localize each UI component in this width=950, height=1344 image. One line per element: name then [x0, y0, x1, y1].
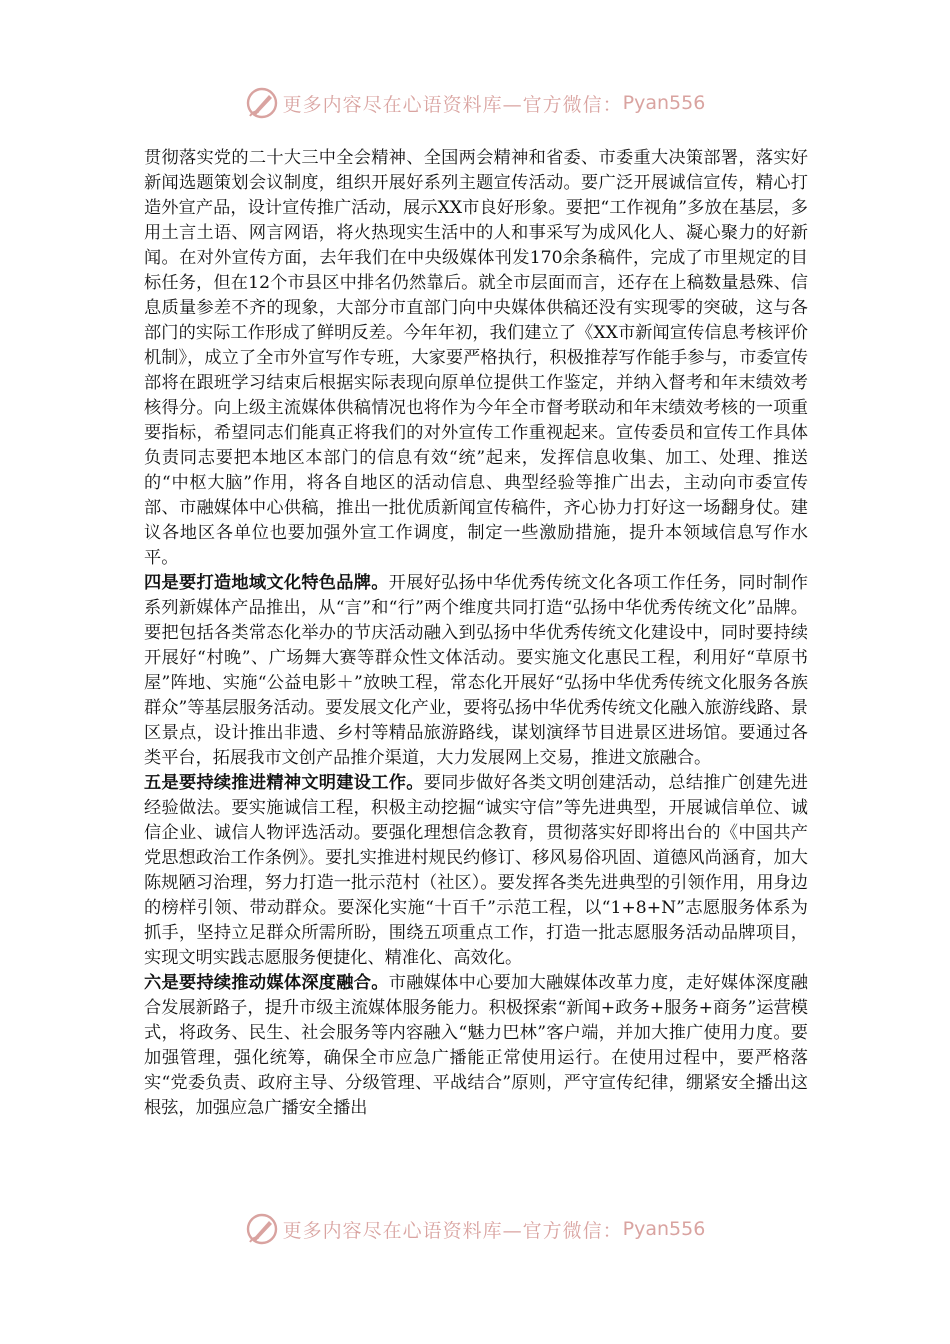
banner-text: 更多内容尽在心语资料库—官方微信： [282, 1219, 623, 1242]
footer-banner [0, 1212, 950, 1246]
paragraph-lead: 五是要持续推进精神文明建设工作。 [144, 773, 424, 793]
wechat-id: Pyan556 [622, 1218, 706, 1240]
wechat-id: Pyan556 [622, 92, 706, 114]
paragraph-text: 贯彻落实党的二十大三中全会精神、全国两会精神和省委、市委重大决策部署，落实好新闻选题策划会议制度，组织开展好系列主题宣传活动。要广泛开展诚信宣传，精心打造外宣产品，设计宣传推广活动，展示XX市良好形象。要把“工作视角”多放在基层，多用土言土语、网言网语，将火热现实生活中的人和事采写为成风化人、凝心聚力的好新闻。在对外宣传方面，去年我们在中央级媒体刊发170余条稿件，完成了市里规定的目标任务，但在12个市县区中排名仍然靠后。就全市层面而言，还存在上稿数量悬殊、信息质量参差不齐的现象，大部分市直部门向中央媒体供稿还没有实现零的突破，这与各部门的实际工作形成了鲜明反差。今年年初，我们建立了《XX市新闻宣传信息考核评价机制》，成立了全市外宣写作专班，大家要严格执行，积极推荐写作能手参与，市委宣传部将在跟班学习结束后根据实际表现向原单位提供工作鉴定，并纳入督考和年末绩效考核得分。向上级主流媒体供稿情况也将作为今年全市督考联动和年末绩效考核的一项重要指标，希望同志们能真正将我们的对外宣传工作重视起来。宣传委员和宣传工作具体负责同志要把本地区本部门的信息有效“统”起来，发挥信息收集、加工、处理、推送的“中枢大脑”作用，将各自地区的活动信息、典型经验等推广出去，主动向市委宣传部、市融媒体中心供稿，推出一批优质新闻宣传稿件，齐心协力打好这一场翻身仗。建议各地区各单位也要加强外宣工作调度，制定一些激励措施，提升本领域信息写作水平。 [144, 148, 808, 568]
paragraph-3 [144, 771, 808, 971]
banner-text: 更多内容尽在心语资料库—官方微信： [282, 93, 623, 116]
paragraph-lead: 六是要持续推动媒体深度融合。 [144, 973, 389, 993]
paragraph-lead: 四是要打造地域文化特色品牌。 [144, 573, 389, 593]
paragraph-4 [144, 971, 808, 1121]
header-banner [0, 86, 950, 120]
paragraph-1 [144, 146, 808, 571]
paragraph-2 [144, 571, 808, 771]
pen-logo-icon [245, 86, 279, 120]
paragraph-text: 市融媒体中心要加大融媒体改革力度，走好媒体深度融合发展新路子，提升市级主流媒体服务能力。积极探索“新闻+政务+服务+商务”运营模式，将政务、民生、社会服务等内容融入“魅力巴林”客户端，并加大推广使用力度。要加强管理，强化统筹，确保全市应急广播能正常使用运行。在使用过程中，要严格落实“党委负责、政府主导、分级管理、平战结合”原则，严守宣传纪律，绷紧安全播出这根弦，加强应急广播安全播出 [144, 973, 808, 1118]
document-body [144, 146, 808, 1121]
pen-logo-icon [245, 1212, 279, 1246]
paragraph-text: 要同步做好各类文明创建活动，总结推广创建先进经验做法。要实施诚信工程，积极主动挖掘“诚实守信”等先进典型，开展诚信单位、诚信企业、诚信人物评选活动。要强化理想信念教育，贯彻落实好即将出台的《中国共产党思想政治工作条例》。要扎实推进村规民约修订、移风易俗巩固、道德风尚涵育，加大陈规陋习治理，努力打造一批示范村（社区）。要发挥各类先进典型的引领作用，用身边的榜样引领、带动群众。要深化实施“十百千”示范工程，以“1+8+N”志愿服务体系为抓手，坚持立足群众所需所盼，围绕五项重点工作，打造一批志愿服务活动品牌项目，实现文明实践志愿服务便捷化、精准化、高效化。 [144, 773, 808, 968]
paragraph-text: 开展好弘扬中华优秀传统文化各项工作任务，同时制作系列新媒体产品推出，从“言”和“行”两个维度共同打造“弘扬中华优秀传统文化”品牌。要把包括各类常态化举办的节庆活动融入到弘扬中华优秀传统文化建设中，同时要持续开展好“村晚”、广场舞大赛等群众性文体活动。要实施文化惠民工程，利用好“草原书屋”阵地、实施“公益电影＋”放映工程，常态化开展好“弘扬中华优秀传统文化服务各族群众”等基层服务活动。要发展文化产业，要将弘扬中华优秀传统文化融入旅游线路、景区景点，设计推出非遗、乡村等精品旅游路线，谋划演绎节目进景区进场馆。要通过各类平台，拓展我市文创产品推介渠道，大力发展网上交易，推进文旅融合。 [144, 573, 808, 768]
